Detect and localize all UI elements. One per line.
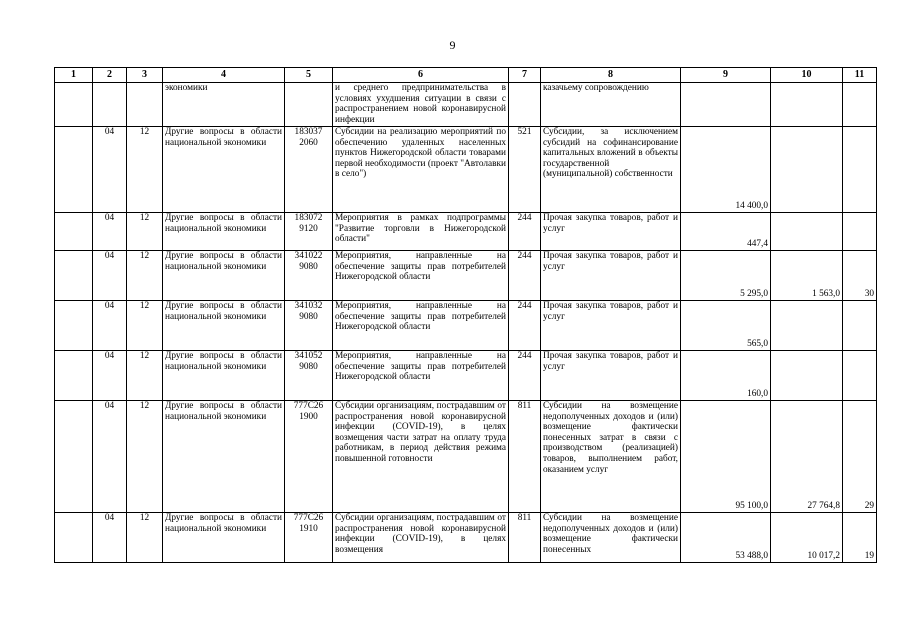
- cell-amount-executed: [771, 127, 843, 213]
- cell-section-name: Другие вопросы в области национальной экономики: [163, 351, 285, 401]
- cell-amount-planned: 14 400,0: [681, 127, 771, 213]
- cell-target-code: 183072 9120: [285, 213, 333, 251]
- cell-subsection: 12: [127, 213, 163, 251]
- cell-expense-name: Прочая закупка товаров, работ и услуг: [541, 351, 681, 401]
- column-header: 4: [163, 68, 285, 83]
- cell-section: 04: [93, 213, 127, 251]
- cell-col1: [55, 127, 93, 213]
- cell-amount-planned: 565,0: [681, 301, 771, 351]
- cell-subsection: 12: [127, 251, 163, 301]
- column-header: 3: [127, 68, 163, 83]
- cell-expense-type: 811: [509, 513, 541, 563]
- cell-target-code: [285, 83, 333, 127]
- cell-target-name: Мероприятия в рамках подпрограммы "Развитие торговли в Нижегородской области": [333, 213, 509, 251]
- cell-expense-type: 811: [509, 401, 541, 513]
- cell-col1: [55, 83, 93, 127]
- cell-section: 04: [93, 127, 127, 213]
- cell-target-name: Субсидии организациям, пострадавшим от распространения новой коронавирусной инфекции (COVID-19), в целях возмещения: [333, 513, 509, 563]
- column-header: 1: [55, 68, 93, 83]
- cell-percent: [843, 213, 877, 251]
- cell-target-name: Субсидии организациям, пострадавшим от распространения новой коронавирусной инфекции (COVID-19), в целях возмещения части затрат на оплату труда работникам, в период действия режима повышенной готовности: [333, 401, 509, 513]
- cell-target-code: 341052 9080: [285, 351, 333, 401]
- cell-section: 04: [93, 301, 127, 351]
- table-row: [55, 513, 877, 563]
- cell-target-code: 777С26 1910: [285, 513, 333, 563]
- cell-amount-planned: 447,4: [681, 213, 771, 251]
- cell-section-name: Другие вопросы в области национальной экономики: [163, 301, 285, 351]
- table-row: [55, 251, 877, 301]
- table-row: [55, 401, 877, 513]
- header-row: [55, 68, 877, 83]
- cell-target-code: 183037 2060: [285, 127, 333, 213]
- column-header: 2: [93, 68, 127, 83]
- cell-section: 04: [93, 351, 127, 401]
- table-row: [55, 83, 877, 127]
- cell-target-code: 341022 9080: [285, 251, 333, 301]
- cell-percent: [843, 351, 877, 401]
- cell-expense-type: 244: [509, 213, 541, 251]
- cell-target-name: Мероприятия, направленные на обеспечение защиты прав потребителей Нижегородской области: [333, 251, 509, 301]
- cell-percent: [843, 83, 877, 127]
- cell-amount-executed: 27 764,8: [771, 401, 843, 513]
- cell-amount-planned: [681, 83, 771, 127]
- cell-expense-name: Прочая закупка товаров, работ и услуг: [541, 213, 681, 251]
- cell-section-name: Другие вопросы в области национальной экономики: [163, 513, 285, 563]
- cell-section: 04: [93, 513, 127, 563]
- cell-expense-name: казачьему сопровождению: [541, 83, 681, 127]
- cell-subsection: 12: [127, 351, 163, 401]
- column-header: 9: [681, 68, 771, 83]
- cell-target-name: Мероприятия, направленные на обеспечение защиты прав потребителей Нижегородской области: [333, 351, 509, 401]
- cell-section-name: Другие вопросы в области национальной экономики: [163, 401, 285, 513]
- cell-expense-type: 244: [509, 351, 541, 401]
- cell-section-name: Другие вопросы в области национальной экономики: [163, 213, 285, 251]
- cell-target-code: 341032 9080: [285, 301, 333, 351]
- cell-col1: [55, 301, 93, 351]
- cell-subsection: 12: [127, 401, 163, 513]
- column-header: 10: [771, 68, 843, 83]
- table-row: [55, 127, 877, 213]
- cell-expense-type: 244: [509, 251, 541, 301]
- cell-subsection: 12: [127, 301, 163, 351]
- cell-amount-executed: [771, 351, 843, 401]
- cell-col1: [55, 401, 93, 513]
- cell-subsection: 12: [127, 127, 163, 213]
- cell-amount-planned: 53 488,0: [681, 513, 771, 563]
- cell-amount-planned: 95 100,0: [681, 401, 771, 513]
- cell-amount-executed: 1 563,0: [771, 251, 843, 301]
- cell-subsection: [127, 83, 163, 127]
- cell-expense-name: Субсидии на возмещение недополученных доходов и (или) возмещение фактически понесенных: [541, 513, 681, 563]
- cell-section: [93, 83, 127, 127]
- cell-section-name: Другие вопросы в области национальной экономики: [163, 127, 285, 213]
- cell-expense-name: Прочая закупка товаров, работ и услуг: [541, 301, 681, 351]
- cell-target-name: и среднего предпринимательства в условиях ухудшения ситуации в связи с распространением новой коронавирусной инфекции: [333, 83, 509, 127]
- cell-target-code: 777С26 1900: [285, 401, 333, 513]
- cell-col1: [55, 513, 93, 563]
- cell-amount-planned: 5 295,0: [681, 251, 771, 301]
- cell-subsection: 12: [127, 513, 163, 563]
- cell-expense-type: 244: [509, 301, 541, 351]
- cell-expense-type: 521: [509, 127, 541, 213]
- column-header: 8: [541, 68, 681, 83]
- cell-col1: [55, 351, 93, 401]
- cell-amount-executed: 10 017,2: [771, 513, 843, 563]
- cell-expense-name: Субсидии на возмещение недополученных доходов и (или) возмещение фактически понесенных затрат в связи с производством (реализацией) товаров, выполнением работ, оказанием услуг: [541, 401, 681, 513]
- cell-amount-executed: [771, 213, 843, 251]
- cell-section: 04: [93, 251, 127, 301]
- column-header: 6: [333, 68, 509, 83]
- cell-amount-planned: 160,0: [681, 351, 771, 401]
- cell-section-name: Другие вопросы в области национальной экономики: [163, 251, 285, 301]
- column-header: 7: [509, 68, 541, 83]
- cell-section: 04: [93, 401, 127, 513]
- cell-percent: [843, 127, 877, 213]
- cell-percent: 30: [843, 251, 877, 301]
- cell-percent: 19: [843, 513, 877, 563]
- cell-col1: [55, 213, 93, 251]
- cell-percent: [843, 301, 877, 351]
- table-row: [55, 301, 877, 351]
- cell-amount-executed: [771, 301, 843, 351]
- cell-percent: 29: [843, 401, 877, 513]
- table-row: [55, 213, 877, 251]
- cell-target-name: Субсидии на реализацию мероприятий по обеспечению удаленных населенных пунктов Нижегородской области товарами первой необходимости (проект "Автолавки в село"): [333, 127, 509, 213]
- cell-target-name: Мероприятия, направленные на обеспечение защиты прав потребителей Нижегородской области: [333, 301, 509, 351]
- cell-section-name: экономики: [163, 83, 285, 127]
- cell-expense-name: Субсидии, за исключением субсидий на софинансирование капитальных вложений в объекты государственной (муниципальной) собственности: [541, 127, 681, 213]
- column-header: 11: [843, 68, 877, 83]
- cell-expense-type: [509, 83, 541, 127]
- cell-amount-executed: [771, 83, 843, 127]
- budget-table: [54, 67, 877, 563]
- column-header: 5: [285, 68, 333, 83]
- table-row: [55, 351, 877, 401]
- cell-expense-name: Прочая закупка товаров, работ и услуг: [541, 251, 681, 301]
- page-number: 9: [449, 38, 456, 52]
- cell-col1: [55, 251, 93, 301]
